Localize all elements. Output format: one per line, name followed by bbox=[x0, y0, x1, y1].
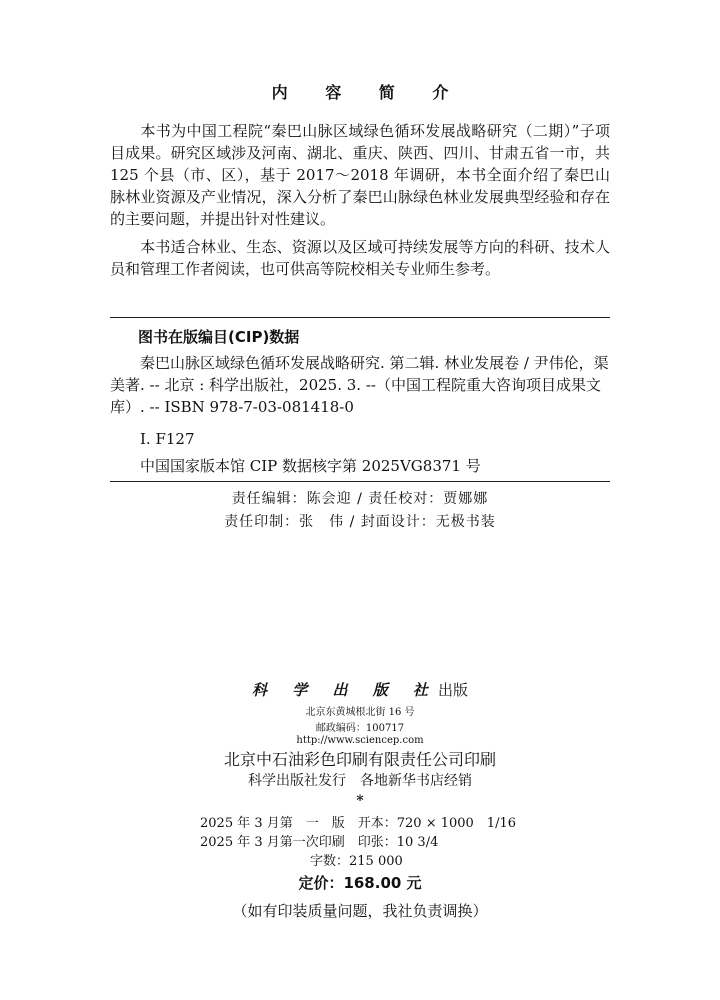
publisher-suffix: 出版 bbox=[437, 681, 468, 699]
editors-line-2: 责任印制：张 伟 / 封面设计：无极书装 bbox=[224, 514, 496, 530]
price: 定价：168.00 元 bbox=[298, 874, 422, 892]
separator-star: * bbox=[356, 793, 364, 809]
summary-paragraph-1 bbox=[110, 120, 610, 230]
cip-classification: Ⅰ. F127 bbox=[140, 430, 195, 448]
printer-line: 北京中石油彩色印刷有限责任公司印刷 bbox=[223, 750, 496, 769]
publisher-postcode: 邮政编码：100717 bbox=[315, 723, 405, 734]
printing-line: 2025 年 3 月第一次印刷 印张：10 3/4 bbox=[200, 835, 439, 850]
top-divider bbox=[110, 317, 610, 318]
bottom-divider bbox=[110, 481, 610, 482]
edition-line: 2025 年 3 月第 一 版 开本：720 × 1000 1/16 bbox=[200, 816, 516, 831]
quality-notice: （如有印装质量问题，我社负责调换） bbox=[232, 902, 488, 920]
summary-paragraph-2-text: 本书适合林业、生态、资源以及区域可持续发展等方向的科研、技术人员和管理工作者阅读，也可供高等院校相关专业师生参考。 bbox=[110, 238, 610, 278]
word-count: 字数：215 000 bbox=[310, 854, 403, 869]
publisher-line bbox=[0, 679, 720, 700]
publisher-website: http://www.sciencep.com bbox=[296, 735, 424, 746]
distribution-line: 科学出版社发行 各地新华书店经销 bbox=[248, 773, 472, 789]
summary-paragraph-1-text: 本书为中国工程院“秦巴山脉区域绿色循环发展战略研究（二期）”子项目成果。研究区域涉及河南、湖北、重庆、陕西、四川、甘肃五省一市，共 125 个县（市、区），基于 2017～2018 年调研，本书全面介绍了秦巴山脉林业资源及产业情况，深入分析了秦巴山脉绿色林业发展典型经验和存在的主要问题，并提出针对性建议。 bbox=[110, 122, 610, 228]
publisher-address: 北京东黄城根北街 16 号 bbox=[305, 707, 415, 718]
summary-title: 内 容 简 介 bbox=[271, 83, 465, 102]
cip-heading: 图书在版编目(CIP)数据 bbox=[138, 328, 300, 346]
editors-line-1: 责任编辑：陈会迎 / 责任校对：贾娜娜 bbox=[231, 491, 489, 507]
cip-number: 中国国家版本馆 CIP 数据核字第 2025VG8371 号 bbox=[140, 457, 481, 475]
cip-record: 秦巴山脉区域绿色循环发展战略研究. 第二辑. 林业发展卷 / 尹伟伦，渠美著. -- 北京 : 科学出版社，2025. 3. --（中国工程院重大咨询项目成果文库）. -- ISBN 978-7-03-081418-0 bbox=[110, 354, 609, 416]
publisher-name: 科 学 出 版 社 bbox=[252, 681, 438, 699]
summary-paragraph-2 bbox=[110, 236, 610, 280]
